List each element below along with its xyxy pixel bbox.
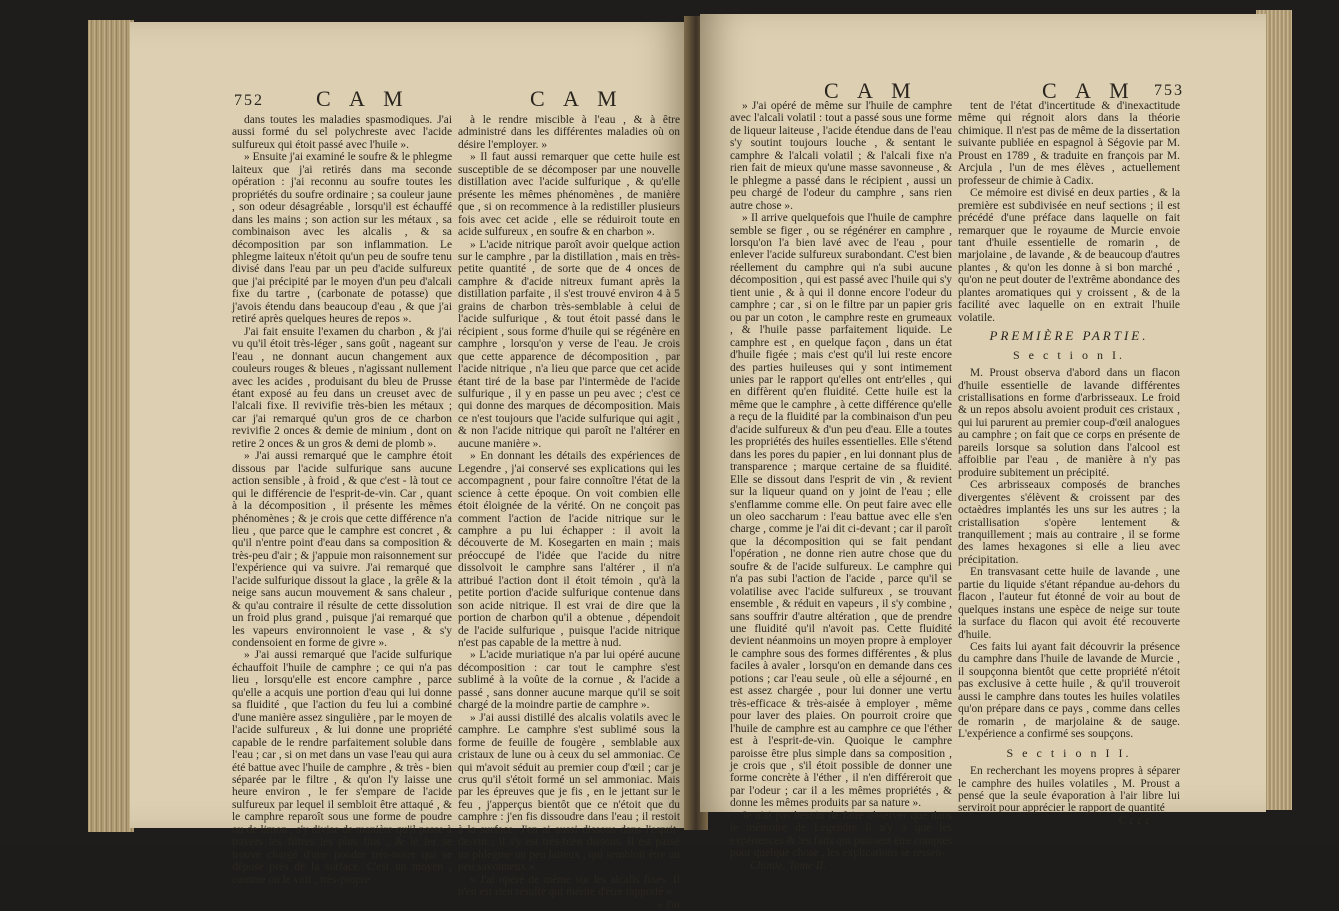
- section-heading: S e c t i o n I.: [1013, 347, 1125, 362]
- left-page: [130, 22, 688, 911]
- paragraph: » J'ai aussi remarqué que le camphre étoit dissous par l'acide sulfurique sans aucune action sensible , à froid , & que c'est - là tout ce qui le différencie de l'esprit-de-vin. Car , quant à la décomposition , il présente les mêmes phénomènes ; & je crois que cette différence n'a lieu , que parce que le camphre est concret , & qu'il n'entre point d'eau dans sa composition & très-peu d'air ; & j'appuie mon raisonnement sur l'expérience qui va suivre. J'ai remarqué que l'acide sulfurique dissout la glace , la grêle & la neige sans aucun mouvement & sans chaleur , & qu'au contraire il résulte de cette dissolution un froid plus grand , puisque j'ai remarqué que les vapeurs environnoient le vase , & s'y condensoient en forme de givre ».: [232, 450, 452, 650]
- paragraph: » En donnant les détails des expériences de Legendre , j'ai conservé ses explications qui les accompagnent , pour faire connoître l'état de la science à cette époque. On voit combien elle étoit éloignée de la vérité. On ne conçoit pas comment l'action de l'acide nitrique sur le camphre a pu lui échapper : il avoit la découverte de M. Kosegarten en main ; mais préoccupé de l'idée que l'acide du nitre dissolvoit le camphre sans l'altérer , il n'a attribué l'action dont il étoit témoin , qu'à la petite portion d'acide sulfurique contenue dans son acide nitrique. Il est vrai de dire que la portion de charbon qu'il a obtenue , dépendoit de l'acide sulfurique , puisque l'acide nitrique n'est pas capable de la mettre à nud.: [458, 450, 680, 650]
- page-number-right: 753: [1154, 82, 1184, 99]
- paragraph: » L'acide muriatique n'a par lui opéré aucune décomposition : car tout le camphre s'est sublimé à la voûte de la cornue , & l'acide a passé , sans donner aucune marque qu'il se soit chargé de la moindre partie de camphre ».: [458, 649, 680, 712]
- page-number-left: 752: [234, 92, 264, 109]
- book-page-edges-left: [88, 20, 134, 832]
- paragraph: tent de l'état d'incertitude & d'inexactitude même qui régnoit alors dans la théorie chimique. Il n'est pas de même de la dissertation suivante publiée en espagnol à Ségovie par M. Proust en 1789 , & traduite en françois par M. Arcjula , l'un de mes élèves , actuellement professeur de chimie à Cadix.: [958, 100, 1180, 187]
- part-title: PREMIÈRE PARTIE.: [989, 328, 1149, 344]
- paragraph: Ces faits lui ayant fait découvrir la présence du camphre dans l'huile de lavande de Murcie , il soupçonna bientôt que cette propriété n'étoit pas exclusive à cette huile , & qu'il trouveroit aussi le camphre dans toutes les huiles volatiles qu'on prépare dans ce pays , comme dans celles de romarin , de marjolaine & de sauge. L'expérience a confirmé ses soupçons.: [958, 641, 1180, 741]
- paragraph: » Il faut aussi remarquer que cette huile est susceptible de se décomposer par une nouvelle distillation avec l'acide sulfurique , & qu'elle présente les mêmes phénomènes , de manière que , si on recommence à la redistiller plusieurs fois avec cet acide , elle se réduiroit toute en acide sulfureux , en soufre & en charbon ».: [458, 151, 680, 239]
- right-page-column-2: [958, 100, 1180, 827]
- paragraph: En recherchant les moyens propres à séparer le camphre des huiles volatiles , M. Proust a pensé que la seule évaporation à l'air libre lui serviroit pour apprécier le rapport de quantité: [958, 765, 1180, 815]
- paragraph: En transvasant cette huile de lavande , une partie du liquide s'étant répandue au-dehors du flacon , l'auteur fut étonné de voir au bout de quelques instans une espèce de neige sur toute la surface du flacon qui avoit été recouverte d'huile.: [958, 566, 1180, 641]
- right-page-column-1: [730, 100, 952, 872]
- catchword: » J'ai: [656, 898, 680, 911]
- paragraph: » J'ai aussi distillé des alcalis volatils avec le camphre. Le camphre s'est sublimé sous la forme de feuille de fougère , semblable aux cristaux de lune ou à ceux du sel ammoniac. Ce qui m'avoit séduit au premier coup d'œil ; car je crus qu'il s'étoit formé un sel ammoniac. Mais par les épreuves que je fis , en le jettant sur le feu , j'apperçus bientôt que ce n'étoit que du camphre : j'en fis dissoudre dans l'eau ; il restoit à la surface. J'en ai aussi dissous dans l'esprit-de-vin ; il s'y est très-bien dissous. Il est passé un phlegme un peu laiteux , qui sembloit être un peu savonneux ».: [458, 711, 680, 874]
- paragraph: » L'acide nitrique paroît avoir quelque action sur le camphre , par la distillation , mais en très-petite quantité , de sorte que de 4 onces de camphre & d'acide nitreux fumant après la distillation parfaite , il s'est trouvé environ 4 à 5 grains de charbon très-semblable à celui de l'acide sulfurique , & tout étoit passé dans le récipient , sous forme d'huile qui se régénère en camphre , lorsqu'on y verse de l'eau. Je crois que cette apparence de décomposition , par l'acide nitrique , n'a lieu que parce que cet acide étant tiré de la base par l'intermède de l'acide sulfurique , il y en passe un peu avec ; c'est ce qui donne des marques de décomposition. Mais ce n'est toujours que l'acide sulfurique qui agit , & non l'acide nitrique qui paroît ne l'altérer en aucune manière ».: [458, 238, 680, 450]
- running-head-right: C A M: [530, 86, 624, 111]
- footer-note: Chimie. Tome II.: [750, 859, 827, 872]
- paragraph: à le rendre miscible à l'eau , & à être administré dans les différentes maladies où on désire l'employer. »: [458, 114, 680, 151]
- left-page-column-1: [232, 114, 452, 886]
- paragraph: dans toutes les maladies spasmodiques. J'ai aussi formé du sel polychreste avec l'acide sulfureux qui étoit passé avec l'huile ».: [232, 114, 452, 151]
- right-page: [700, 14, 1266, 872]
- paragraph: » Il arrive quelquefois que l'huile de camphre semble se figer , ou se régénérer en camphre , lorsqu'on l'a bien lavé avec de l'eau , pour enlever l'acide sulfureux surabondant. C'est bien réellement du camphre qui n'a subi aucune décomposition , qui est passé avec l'huile qui s'y tient unie , & à qui il donne encore l'odeur du camphre ; car , si on le filtre par un papier gris ou par un coton , le camphre reste en grumeaux , & l'huile passe parfaitement liquide. Le camphre est , en quelque façon , dans un état d'huile figée ; mais c'est qu'il lui reste encore des parties huileuses qui y sont intimement unies par le rapport qu'elles ont entr'elles , qui en diffèrent qu'en fluidité. Cette huile est la même que le camphre , à cette différence qu'elle a reçu de la fluidité par la combinaison d'un peu d'acide sulfureux & d'un peu d'eau. Elle a toutes les propriétés des huiles essentielles. Elle s'étend dans les pores du papier , en lui donnant plus de transparence ; marque certaine de sa fluidité. Elle se dissout dans l'esprit de vin , & revient sur la liqueur quand on y joint de l'eau ; elle s'enflamme comme elle. On peut faire avec elle un oleo saccharum : l'eau battue avec elle s'en charge , comme je l'ai dit ci-devant ; car il paroît que la décomposition qui se fait pendant l'opération , ne donne rien autre chose que du soufre & de l'acide sulfureux. Le camphre qui n'a pas subi l'action de l'acide , parce qu'il se volatilise avec l'acide sulfureux , se trouvant ensemble , & réduit en vapeurs , il s'y combine , sans souffrir d'autre altération , que de prendre une fluidité qu'il n'avoit pas. Cette fluidité devient néanmoins un moyen propre à employer le camphre sous des formes différentes , & plus faciles à avaler , lorsqu'on en demande dans ces potions ; car l'eau seule , où elle a séjourné , en est assez chargée , pour lui donner une vertu très-efficace & très-aisée à employer , même pour laver des plaies. On pourroit croire que l'huile de camphre est au camphre ce que l'éther est à l'esprit-de-vin. Quoique le camphre paroisse être plus simple dans sa composition , je crois que , s'il étoit possible de donner une forme concrète à l'éther , il n'en différeroit que par l'odeur ; car il a les mêmes propriétés , & donne les mêmes produits par sa nature ».: [730, 212, 952, 810]
- paragraph: Ce mémoire est divisé en deux parties , & la première est subdivisée en neuf sections ; il est précédé d'une préface dans laquelle on fait remarquer que le royaume de Murcie envoie tant d'huile essentielle de romarin , de marjolaine , de lavande , & de beaucoup d'autres plantes , & qu'on les donne à si bon marché , qu'on ne peut douter de l'extrême abondance des plantes aromatiques qui y croissent , & de la facilité avec laquelle on en extrait l'huile volatile.: [958, 187, 1180, 324]
- left-page-column-2: [458, 114, 680, 911]
- signature-mark: C c c c: [1118, 814, 1150, 827]
- paragraph: M. Proust observa d'abord dans un flacon d'huile essentielle de lavande différentes cristallisations en forme d'arbrisseaux. Le froid & un repos absolu avoient produit ces cristaux , qui lui parurent au premier coup-d'œil analogues au camphre ; on fait que ce corps en présente de pareils lorsque sa solution dans l'alcool est affoiblie par l'eau , de manière à n'y pas produire subitement un précipité.: [958, 367, 1180, 479]
- paragraph: Ces arbrisseaux composés de branches divergentes s'élèvent & croissent par des octaèdres implantés les uns sur les autres ; la cristallisation s'opère lentement & tranquillement ; mais au contraire , il se forme des lames hexagones si elle a lieu avec précipitation.: [958, 479, 1180, 566]
- paragraph: » J'ai aussi remarqué que l'acide sulfurique échauffoit l'huile de camphre ; ce qui n'a pas lieu , lorsqu'elle est encore camphre , parce qu'elle a acquis une portion d'eau qui lui donne sa fluidité , que l'action du feu lui a combiné d'une manière assez singulière , par le moyen de l'acide sulfureux , & lui donne une propriété capable de le rendre parfaitement soluble dans l'eau ; car , si on met dans un vase l'eau qui aura été battue avec l'huile de camphre , & très - bien séparée par le filtre , & qu'on l'y laisse une heure environ , le fer s'empare de l'acide sulfureux par lequel il sembloit être attaqué , & le camphre reparoît sous une forme de poudre ou de limon , s'y divise de manière qu'il passe à travers les filtres les plus fins , & le fer se trouve chargé d'une poudre très-noire qui se dépose près de la surface. C'est un moyen , comme on le voit , très-propre: [232, 649, 452, 886]
- paragraph: J'ai fait ensuite l'examen du charbon , & j'ai vu qu'il étoit très-léger , sans goût , nageant sur l'eau , ne donnant aucun changement aux couleurs rouges & bleues , n'agissant nullement avec les acides , produisant du bleu de Prusse étant exposé au feu dans un creuset avec de l'alcali fixe. Il revivifie très-bien les métaux ; car j'ai remarqué qu'un gros de ce charbon revivifie 2 onces & demie de minium , dont on retire 2 onces & un gros & demi de plomb ».: [232, 325, 452, 450]
- paragraph: » Ensuite j'ai examiné le soufre & le phlegme laiteux que j'ai retirés dans ma seconde opération : j'ai reconnu au soufre toutes les propriétés du soufre ordinaire ; sa couleur jaune , son odeur désagréable , lorsqu'il est échauffé dans les mains ; son action sur les métaux , sa combinaison avec les alcalis , & sa décomposition par son inflammation. Le phlegme laiteux n'étoit qu'un peu de soufre tenu divisé dans l'eau par un peu d'acide sulfureux que j'ai précipité par le moyen d'un peu d'alcali fixe du tartre , (carbonate de potasse) que j'avois étendu dans beaucoup d'eau , & que j'ai retiré après quelques heures de repos ».: [232, 151, 452, 326]
- section-heading: S e c t i o n I I.: [1006, 745, 1132, 760]
- paragraph: » J'ai opéré de même sur les alcalis fixes. Il n'en est rien résulté qui mérite d'être rapporté ».: [458, 873, 680, 899]
- paragraph: » J'ai opéré de même sur l'huile de camphre avec l'alcali volatil : tout a passé sous une forme de liqueur laiteuse , l'acide étendue dans de l'eau s'y soutint toujours louche , & sentant le camphre & l'alcali volatil ; & l'alcali fixe n'a rien fait de mieux qu'une masse savonneuse , & le phlegme a passé dans le récipient , aussi un peu chargé de l'odeur du camphre , sans rien autre chose ».: [730, 100, 952, 212]
- running-head-left: C A M: [824, 78, 918, 103]
- running-head-left: C A M: [316, 86, 410, 111]
- paragraph: Je n'ai pas besoin de faire observer que dans le mémoire de Legendre il n'y a que les expériences & les faits qui puissent être comptés pour quelque chose , les explications se ressen-: [730, 809, 952, 860]
- running-head-right: C A M: [1042, 78, 1136, 103]
